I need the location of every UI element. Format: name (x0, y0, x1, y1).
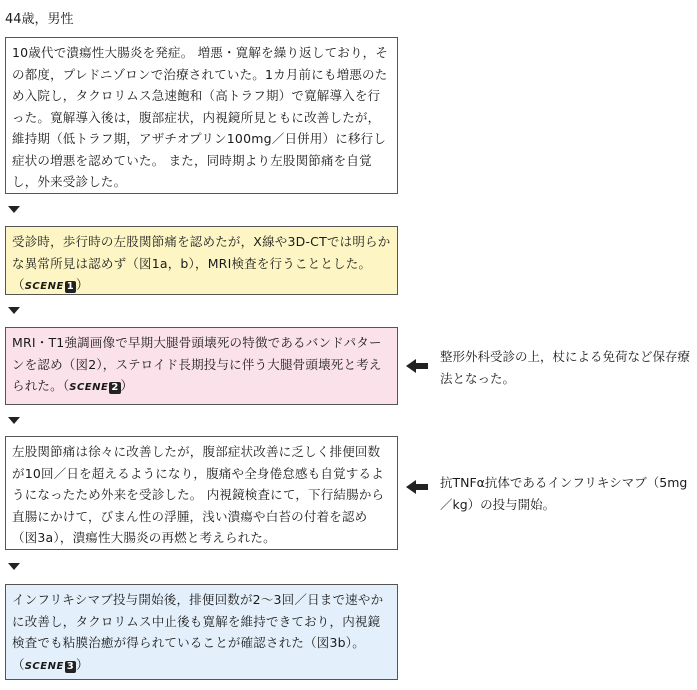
scene-label: SCENE (69, 382, 109, 393)
scene-suffix: ） (120, 378, 134, 393)
left-arrow-icon (406, 359, 428, 373)
scene-label: SCENE (24, 281, 64, 292)
flow-box-text: 左股関節痛は徐々に改善したが，腹部症状改善に乏しく排便回数が10回／日を超えるようになり，腹痛や全身倦怠感も自覚するようになったため外来を受診した。 内視鏡検査にて，下行結腸から直腸にかけて，びまん性の浮腫，浅い潰瘍や白苔の付着を認め（図3a），潰瘍性大腸炎の再燃と考えられた。 (12, 444, 385, 545)
flow-box-scene-3 (5, 584, 398, 680)
scene-number-badge: 3 (66, 660, 74, 672)
flow-box-scene-2 (5, 327, 398, 405)
patient-header: 44歳，男性 (5, 12, 74, 27)
side-note-orthopedics: 整形外科受診の上，杖による免荷など保存療法となった。 (440, 349, 691, 386)
scene-prefix: （ (12, 656, 25, 672)
scene-number-badge: 2 (111, 382, 119, 393)
flow-box-history (5, 37, 398, 194)
flow-box-text: MRI・T1強調画像で早期大腿骨頭壊死の特徴であるバンドパターンを認め（図2），ステロイド長期投与に伴う大腿骨頭壊死と考えられた。 (12, 335, 382, 393)
scene-prefix: （ (12, 277, 25, 292)
down-arrow-icon (8, 307, 20, 314)
scene-suffix: ） (75, 277, 89, 292)
scene-label: SCENE (24, 660, 64, 672)
flow-box-text: 受診時，歩行時の左股関節痛を認めたが，X線や3D-CTでは明らかな異常所見は認めず（図1a，b），MRI検査を行うこととした。 (12, 234, 391, 271)
flow-box-scene-1 (5, 226, 398, 295)
down-arrow-icon (8, 563, 20, 570)
side-note-infliximab: 抗TNFα抗体であるインフリキシマブ（5mg／kg）の投与開始。 (440, 475, 688, 512)
scene-suffix: ） (75, 656, 89, 672)
scene-number-badge: 1 (66, 281, 74, 292)
down-arrow-icon (8, 206, 20, 213)
flow-box-text: 10歳代で潰瘍性大腸炎を発症。 増悪・寛解を繰り返しており，その都度，プレドニゾロンで治療されていた。1カ月前にも増悪のため入院し，タクロリムス急速飽和（高トラフ期）で寛解導入を行った。寛解導入後は，腹部症状，内視鏡所見ともに改善したが，維持期（低トラフ期，アザチオプリン100mg／日併用）に移行し症状の増悪を認めていた。 また，同時期より左股関節痛を自覚し，外来受診した。 (12, 45, 389, 189)
flow-box-text: インフリキシマブ投与開始後，排便回数が2～3回／日まで速やかに改善し，タクロリムス中止後も寛解を維持できており，内視鏡検査でも粘膜治癒が得られていることが確認された（図3b）。 (12, 592, 384, 650)
down-arrow-icon (8, 417, 20, 424)
scene-prefix: （ (62, 378, 70, 393)
flow-box-relapse (5, 436, 398, 550)
left-arrow-icon (406, 480, 428, 494)
